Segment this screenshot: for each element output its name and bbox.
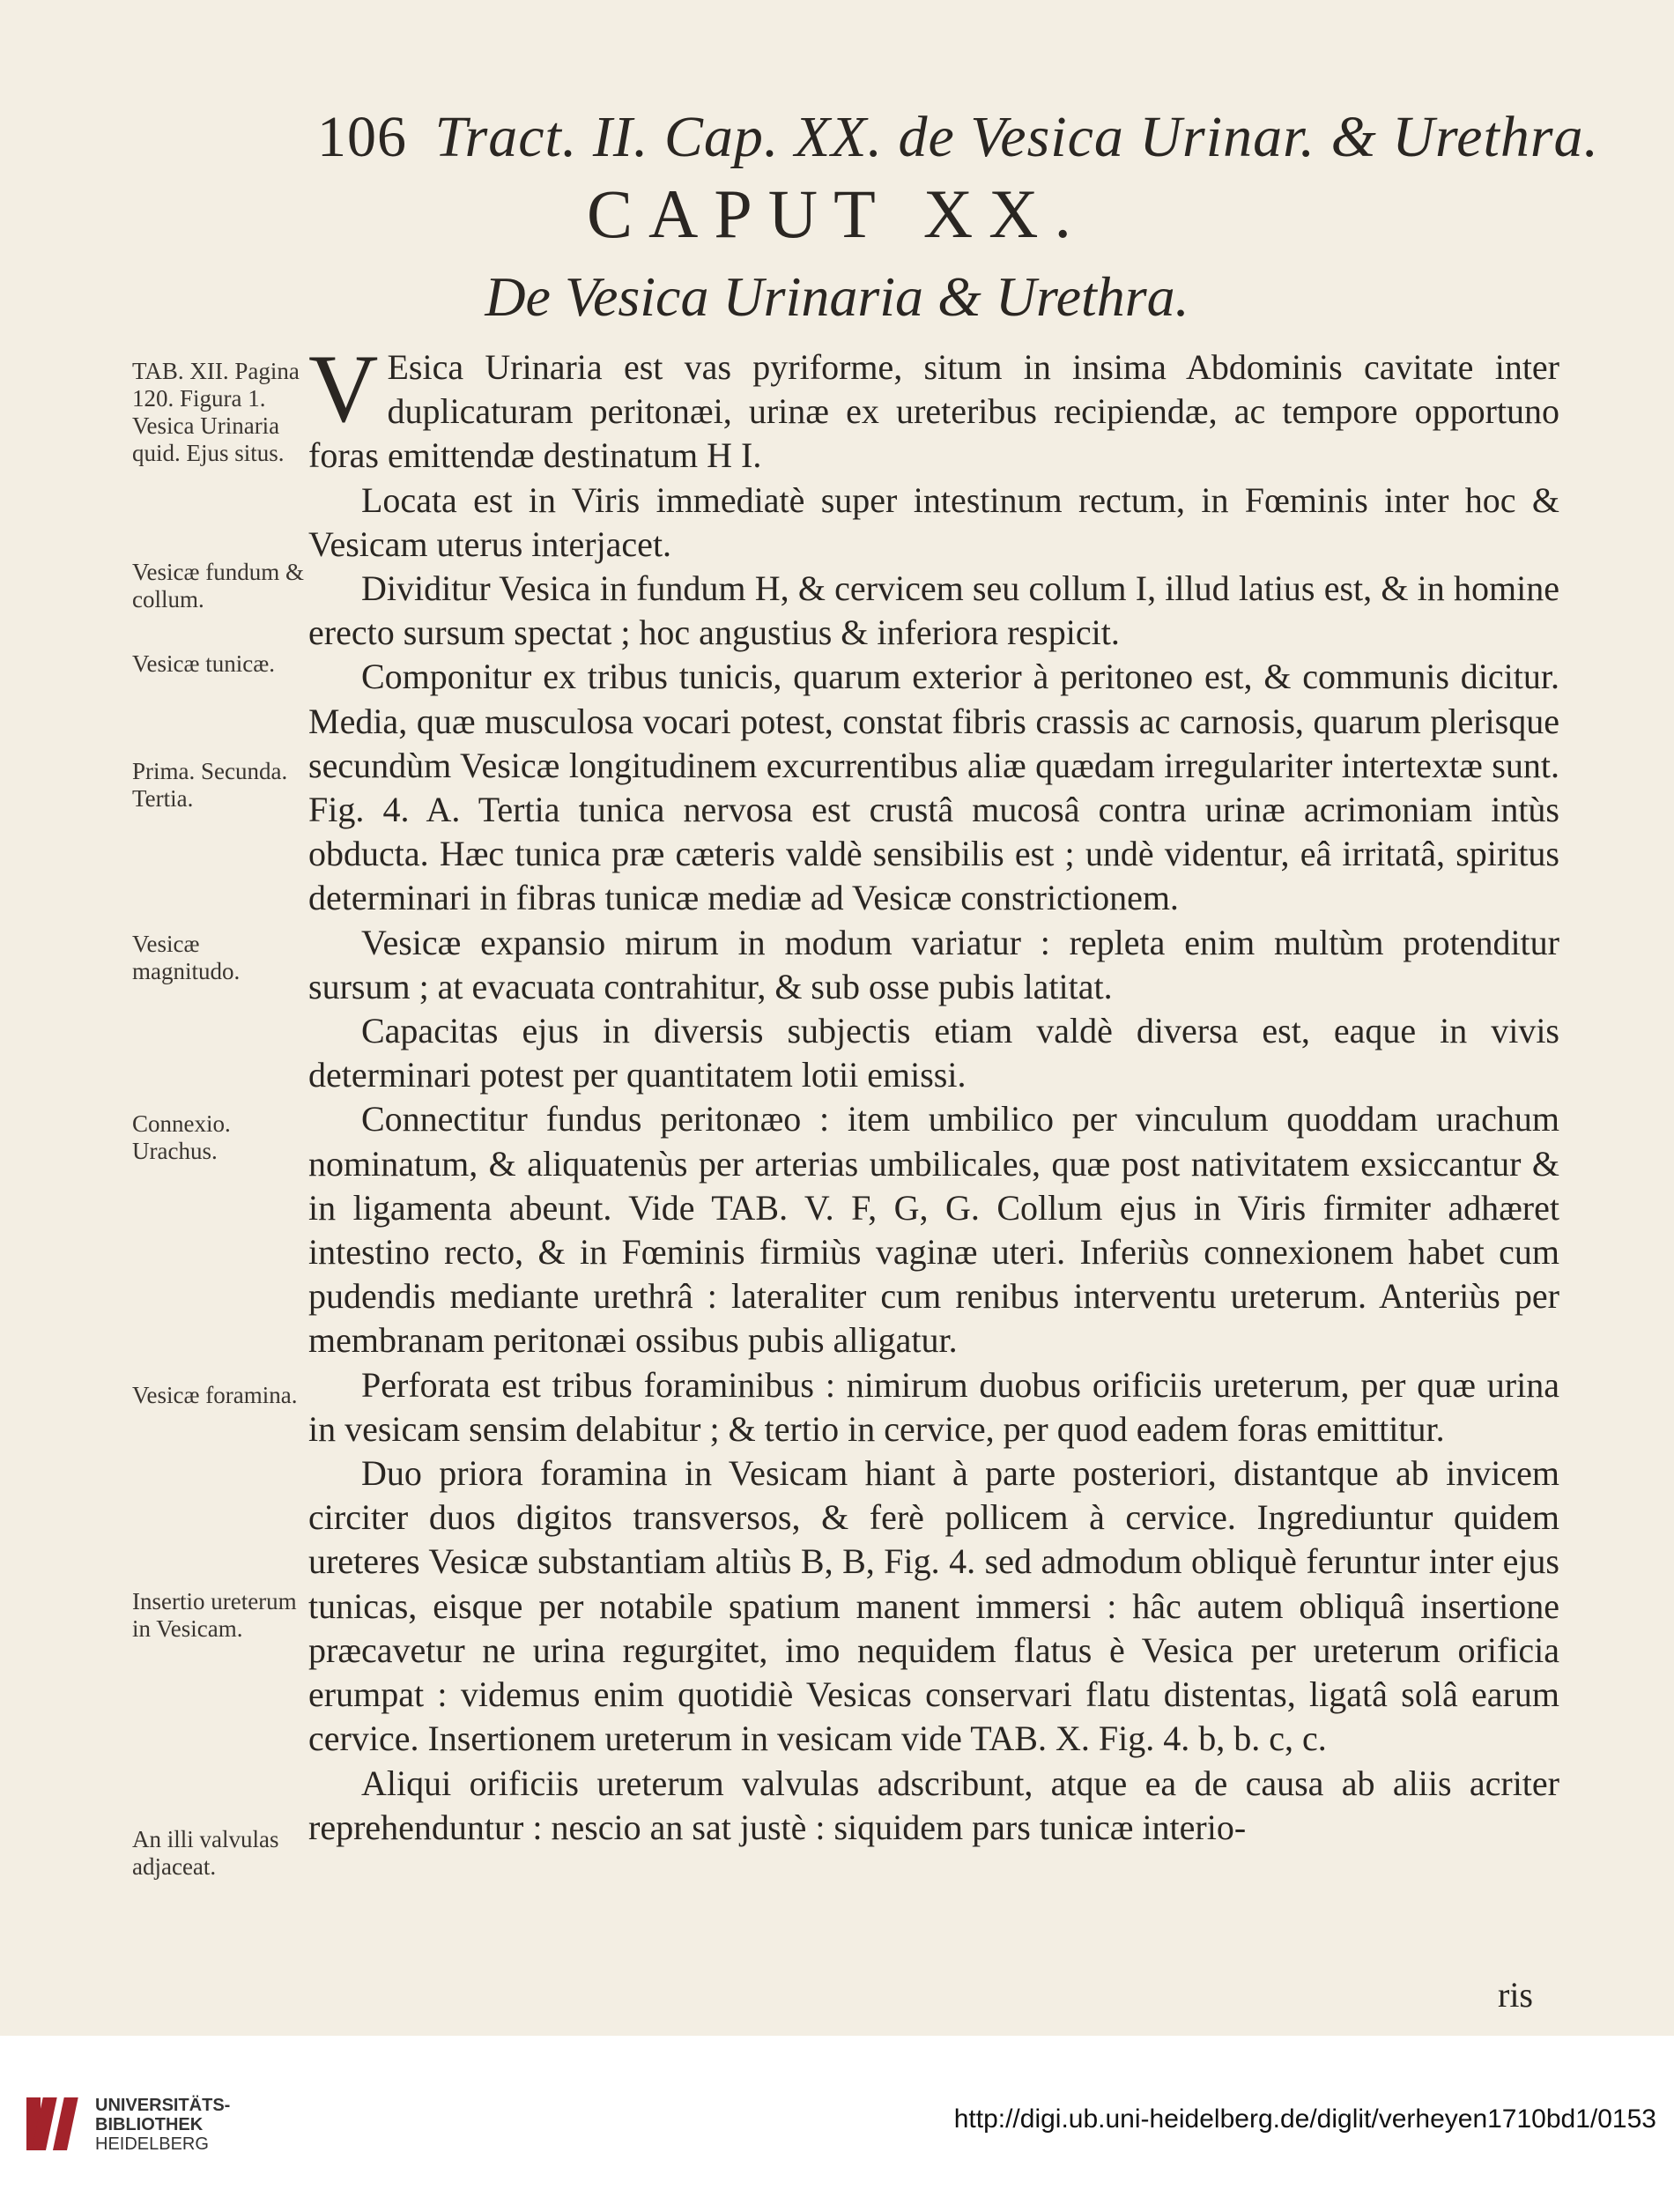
- paragraph: Locata est in Viris immediatè super intestinum rectum, in Fœminis inter hoc & Vesicam uterus interjacet.: [308, 479, 1559, 564]
- paragraph: Perforata est tribus foraminibus : nimirum duobus orificiis ureterum, per quæ urina in vesicam sensim delabitur ; & tertio in cervice, per quod eadem foras emittitur.: [308, 1364, 1559, 1449]
- university-logo-icon: [23, 2092, 86, 2156]
- footer-bar: [0, 2036, 1674, 2212]
- chapter-title: CAPUT XX.: [587, 175, 1087, 252]
- running-title: Tract. II. Cap. XX. de Vesica Urinar. & Urethra.: [434, 105, 1599, 169]
- body-text: [308, 335, 1559, 1850]
- paragraph: Componitur ex tribus tunicis, quarum exterior à peritoneo est, & communis dicitur. Media, quæ musculosa vocari potest, constat fibris crassis ac carnosis, quarum plerisque secundùm Vesicæ longitudinem excurrentibus aliæ quædam irregulariter intertextæ sunt. Fig. 4. A. Tertia tunica nervosa est crustâ mucosâ contra urinæ acrimoniam intùs obducta. Hæc tunica præ cæteris valdè sensibilis est ; undè videntur, eâ irritatâ, spiritus determinari in fibras tunicæ mediæ ad Vesicæ constrictionem.: [308, 657, 1559, 918]
- margin-note: Connexio. Urachus.: [132, 1110, 231, 1164]
- running-header: [317, 104, 1599, 171]
- page-number: 106: [317, 105, 407, 169]
- source-url-link[interactable]: http://digi.ub.uni-heidelberg.de/diglit/verheyen1710bd1/0153: [953, 2104, 1656, 2134]
- margin-note: Vesicæ tunicæ.: [132, 650, 275, 677]
- paragraph: Duo priora foramina in Vesicam hiant à parte posteriori, distantque ab invicem circiter duos digitos transversos, & ferè pollicem à cervice. Ingrediuntur quidem ureteres Vesicæ substantiam altiùs B, B, Fig. 4. sed admodum obliquè feruntur inter ejus tunicas, eisque per notabile spatium manent immersi : hâc autem obliquâ insertione præcavetur ne urina regurgitet, imo nequidem flatus è Vesica per ureterum orificia erumpat : videmus enim quotidiè Vesicas conservari flatu distentas, ligatâ solâ earum cervice. Insertionem ureterum in vesicam vide TAB. X. Fig. 4. b, b. c, c.: [308, 1453, 1559, 1759]
- margin-note: TAB. XII. Pagina 120. Figura 1. Vesica Urinaria quid. Ejus situs.: [132, 358, 300, 466]
- margin-note: An illi valvulas adjaceat.: [132, 1826, 279, 1880]
- chapter-subtitle: De Vesica Urinaria & Urethra.: [485, 265, 1189, 328]
- catchword: ris: [1498, 1975, 1533, 2015]
- margin-note: Vesicæ fundum & collum.: [132, 559, 304, 612]
- margin-note: Prima. Secunda. Tertia.: [132, 758, 288, 812]
- margin-note: Insertio ureterum in Vesicam.: [132, 1588, 297, 1642]
- margin-note: Vesicæ foramina.: [132, 1382, 298, 1408]
- paragraph: Vesicæ expansio mirum in modum variatur : repleta enim multùm protenditur sursum ; at evacuata contrahitur, & sub osse pubis latitat.: [308, 922, 1559, 1006]
- library-name: UNIVERSITÄTS- BIBLIOTHEK HEIDELBERG: [95, 2096, 231, 2154]
- paragraph: Capacitas ejus in diversis subjectis etiam valdè diversa est, eaque in vivis determinari potest per quantitatem lotii emissi.: [308, 1011, 1559, 1095]
- margin-note: Vesicæ magnitudo.: [132, 931, 241, 984]
- paragraph: VEsica Urinaria est vas pyriforme, situm in insima Abdominis cavitate inter duplicaturam peritonæi, urinæ ex ureteribus recipiendæ, ac tempore opportuno foras emittendæ destinatum H I.: [308, 335, 1559, 476]
- paragraph: Aliqui orificiis ureterum valvulas adscribunt, atque ea de causa ab aliis acriter reprehenduntur : nescio an sat justè : siquidem pars tunicæ interio-: [308, 1763, 1559, 1847]
- paragraph: Dividitur Vesica in fundum H, & cervicem seu collum I, illud latius est, & in homine erecto sursum spectat ; hoc angustius & inferiora respicit.: [308, 568, 1559, 653]
- paragraph: Connectitur fundus peritonæo : item umbilico per vinculum quoddam urachum nominatum, & aliquatenùs per arterias umbilicales, quæ post nativitatem exsiccantur & in ligamenta abeunt. Vide TAB. V. F, G, G. Collum ejus in Viris firmiter adhæret intestino recto, & in Fœminis firmiùs vaginæ uteri. Inferiùs connexionem habet cum pudendis mediante urethrâ : lateraliter cum renibus interventu ureterum. Anteriùs per membranam peritonæi ossibus pubis alligatur.: [308, 1099, 1559, 1361]
